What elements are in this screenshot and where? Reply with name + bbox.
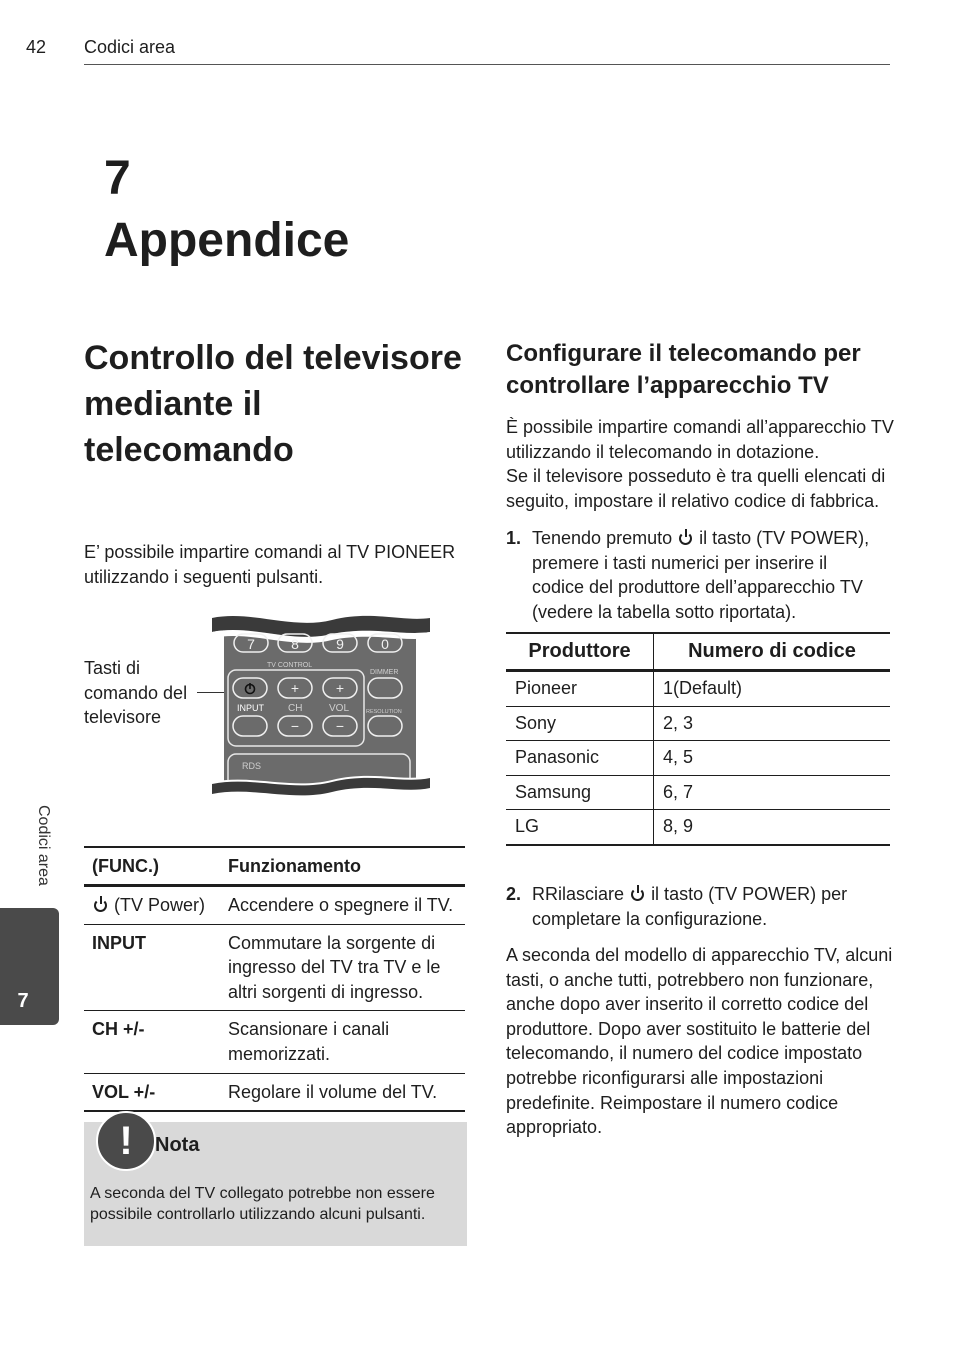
- page-number: 42: [26, 37, 47, 57]
- svg-text:−: −: [290, 718, 300, 734]
- power-icon: [94, 899, 107, 912]
- func-key-input: INPUT: [84, 924, 220, 1011]
- code-table-header-manufacturer: Produttore: [506, 633, 654, 671]
- manufacturer-cell: Samsung: [506, 775, 654, 810]
- remote-control-illustration: [212, 612, 430, 800]
- func-value: Regolare il volume del TV.: [220, 1073, 465, 1111]
- svg-text:+: +: [335, 680, 345, 696]
- chapter-tab-number: 7: [17, 990, 29, 1012]
- step-text: Tenendo premuto il tasto (TV POWER), premere i tasti numerici per inserire il codice del produttore dell’apparecchio TV (vedere la tabella sotto riportata).: [532, 528, 870, 622]
- table-row: [84, 886, 465, 925]
- step-1: [506, 526, 896, 626]
- func-key-vol: VOL +/-: [84, 1073, 220, 1111]
- section-heading-configure-remote: Configurare il telecomando per controllare l’apparecchio TV: [506, 340, 861, 399]
- remote-key-9: 9: [336, 636, 344, 652]
- running-title: Codici area: [84, 37, 176, 57]
- table-row: [84, 1011, 465, 1073]
- exclamation-icon: !: [96, 1111, 156, 1171]
- remote-vol-label: VOL: [329, 703, 350, 714]
- code-cell: 6, 7: [654, 775, 891, 810]
- remote-input-label: INPUT: [237, 703, 264, 713]
- remote-key-8: 8: [291, 636, 299, 652]
- table-row: [506, 775, 890, 810]
- code-table-header-code: Numero di codice: [654, 633, 891, 671]
- code-cell: 8, 9: [654, 810, 891, 845]
- table-row: [84, 924, 465, 1011]
- remote-key-7: 7: [247, 636, 255, 652]
- table-row: [84, 1073, 465, 1111]
- step-text: RRilasciare il tasto (TV POWER) per completare la configurazione.: [532, 884, 848, 929]
- code-cell: 1(Default): [654, 671, 891, 707]
- code-cell: 4, 5: [654, 741, 891, 776]
- func-value: Accendere o spegnere il TV.: [220, 886, 465, 925]
- remote-rds-label: RDS: [242, 761, 262, 771]
- note-title: Nota: [155, 1134, 200, 1156]
- manufacturer-cell: Pioneer: [506, 671, 654, 707]
- power-icon: [631, 888, 644, 901]
- func-value: Commutare la sorgente di ingresso del TV tra TV e le altri sorgenti di ingresso.: [220, 924, 465, 1011]
- section-heading-tv-control: Controllo del televisore mediante il telecomando: [84, 339, 462, 469]
- table-row: [506, 706, 890, 741]
- chapter-number: 7: [104, 152, 131, 205]
- note-text: A seconda del TV collegato potrebbe non essere possibile controllarlo utilizzando alcuni pulsanti.: [90, 1185, 435, 1223]
- chapter-title: Appendice: [104, 214, 350, 267]
- func-key-ch: CH +/-: [84, 1011, 220, 1073]
- remote-key-0: 0: [381, 636, 389, 652]
- func-value: Scansionare i canali memorizzati.: [220, 1011, 465, 1073]
- svg-text:+: +: [290, 680, 300, 696]
- manufacturer-code-table: [506, 632, 890, 846]
- func-table-header-func: (FUNC.): [84, 847, 220, 886]
- function-table: [84, 846, 465, 1112]
- intro-text-right: [506, 415, 901, 513]
- remote-callout-label: Tasti di comando del televisore: [84, 658, 188, 728]
- remote-tv-control-label: TV CONTROL: [267, 662, 313, 669]
- manufacturer-cell: Sony: [506, 706, 654, 741]
- remote-resolution-label: RESOLUTION: [366, 709, 402, 715]
- step-number: 2.: [506, 884, 522, 904]
- manufacturer-cell: LG: [506, 810, 654, 845]
- closing-paragraph: A seconda del modello di apparecchio TV, alcuni tasti, o anche tutti, potrebbero non funzionare, anche dopo aver inserito il corretto codice del produttore. Dopo aver sostituito le batterie del telecomando, il numero del codice impostato potrebbe riconfigurarsi alle impostazioni predefinite. Reimpostare il numero codice appropriato.: [506, 945, 893, 1138]
- func-key-tv-power: (TV Power): [84, 886, 220, 925]
- intro-paragraph-2: Se il televisore posseduto è tra quelli elencati di seguito, impostare il relativo codice di fabbrica.: [506, 466, 886, 511]
- table-row: [506, 741, 890, 776]
- remote-ch-label: CH: [288, 703, 303, 714]
- step-number: 1.: [506, 528, 522, 548]
- func-table-header-operation: Funzionamento: [220, 847, 465, 886]
- header-rule: [84, 64, 890, 65]
- svg-text:−: −: [335, 718, 345, 734]
- manufacturer-cell: Panasonic: [506, 741, 654, 776]
- side-section-label: Codici area: [35, 805, 52, 886]
- intro-text-left: E’ possibile impartire comandi al TV PIONEER utilizzando i seguenti pulsanti.: [84, 542, 456, 587]
- power-icon: [679, 532, 692, 545]
- table-row: [506, 810, 890, 845]
- remote-dimmer-label: DIMMER: [370, 669, 399, 676]
- intro-paragraph-1: È possibile impartire comandi all’apparecchio TV utilizzando il telecomando in dotazione.: [506, 417, 894, 462]
- step-2: [506, 882, 896, 932]
- code-cell: 2, 3: [654, 706, 891, 741]
- table-row: [506, 671, 890, 707]
